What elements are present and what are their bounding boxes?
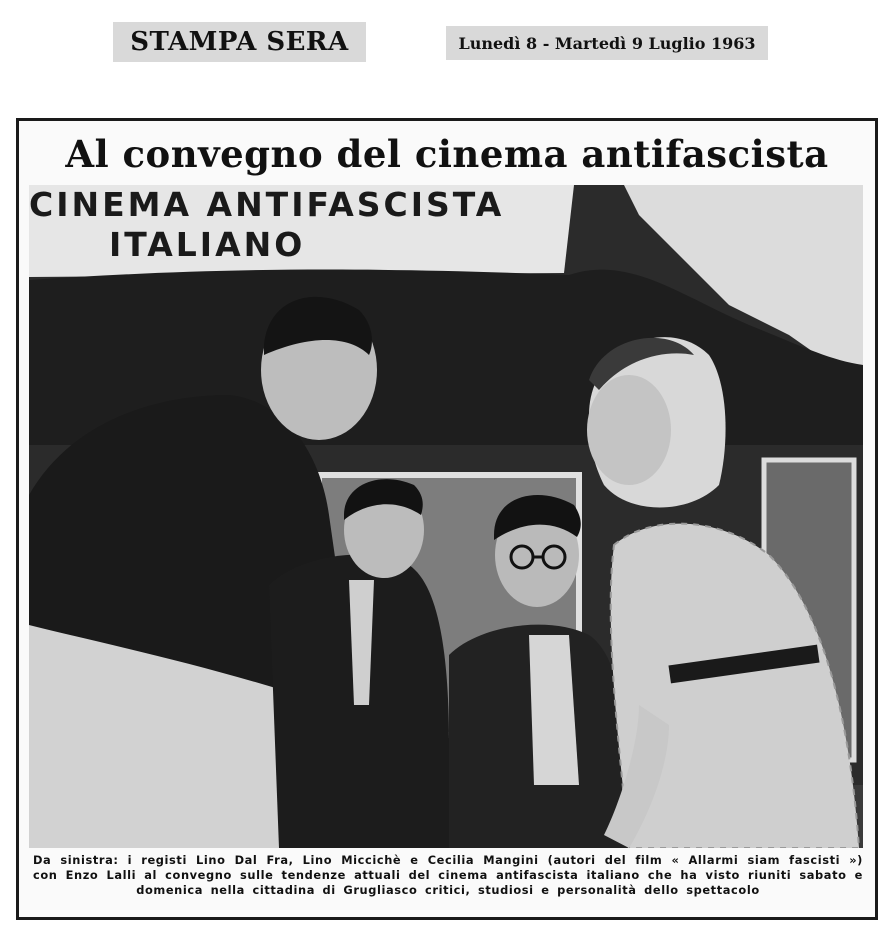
banner-line-1: CINEMA ANTIFASCISTA [29,185,505,224]
newspaper-clipping [16,118,878,920]
publication-date: Lunedì 8 - Martedì 9 Luglio 1963 [446,26,768,60]
article-photo [29,185,863,848]
banner-line-2: ITALIANO [109,225,306,264]
article-headline: Al convegno del cinema antifascista [65,132,829,176]
photo-illustration [29,185,863,848]
newspaper-masthead: STAMPA SERA [113,22,366,62]
photo-caption: Da sinistra: i registi Lino Dal Fra, Lino Miccichè e Cecilia Mangini (autori del film « Allarmi siam fascisti ») con Enzo Lalli al convegno sulle tendenze attuali del cinema antifascista italiano che ha visto riuniti sabato e domenica nella cittadina di Grugliasco critici, studiosi e personalità dello spettacolo [33,853,863,897]
